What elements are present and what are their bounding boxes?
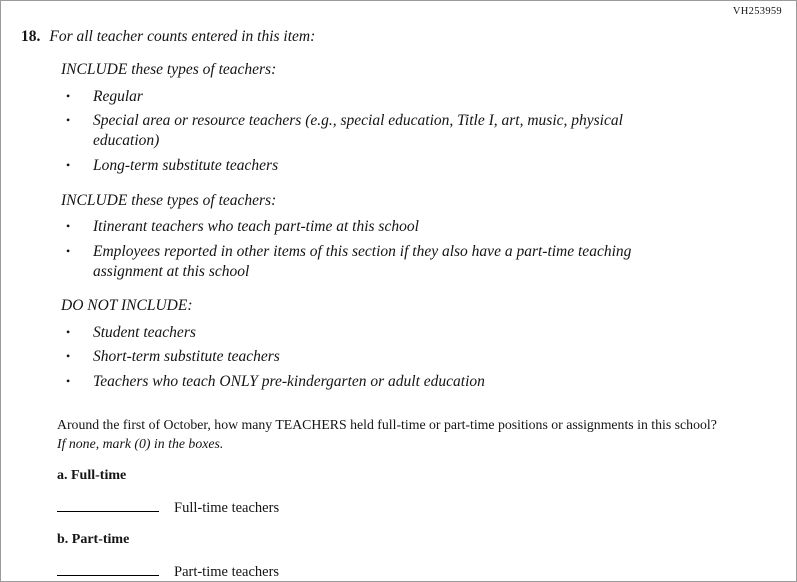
answer-row-full-time xyxy=(57,497,796,517)
question-prompt xyxy=(57,416,725,453)
form-code: VH253959 xyxy=(732,6,782,17)
list-item-text: Regular xyxy=(93,87,143,105)
question-intro: For all teacher counts entered in this item: xyxy=(49,28,316,45)
bullet-icon xyxy=(61,372,93,392)
list-item xyxy=(61,323,681,343)
section-heading: DO NOT INCLUDE: xyxy=(61,297,193,315)
section-heading: INCLUDE these types of teachers: xyxy=(61,61,277,79)
do-not-include-section xyxy=(61,296,681,392)
section-heading: INCLUDE these types of teachers: xyxy=(61,191,277,209)
bullet-icon xyxy=(61,347,93,367)
bullet-icon xyxy=(61,87,93,107)
list-item xyxy=(61,347,681,367)
include-section-1 xyxy=(61,60,681,175)
bullet-icon xyxy=(61,323,93,343)
answer-label-full-time: a. Full-time xyxy=(57,468,127,484)
list-item-text: Student teachers xyxy=(93,323,196,341)
include-section-2 xyxy=(61,191,681,282)
bullet-icon xyxy=(61,111,93,151)
bullet-icon xyxy=(61,242,93,282)
full-time-count-field[interactable] xyxy=(57,497,159,512)
bullet-icon xyxy=(61,156,93,176)
list-item xyxy=(61,111,681,151)
list-item-text: Special area or resource teachers (e.g., special education, Title I, art, music, physical education) xyxy=(93,112,623,150)
bullet-icon xyxy=(61,217,93,237)
question-header xyxy=(21,27,796,46)
list-item xyxy=(61,156,681,176)
list-item-text: Employees reported in other items of this section if they also have a part-time teaching assignment at this school xyxy=(93,242,632,280)
question-instructions xyxy=(61,60,681,392)
list-item-text: Itinerant teachers who teach part-time at this school xyxy=(93,217,419,235)
list-item-text: Short-term substitute teachers xyxy=(93,348,280,366)
list-item xyxy=(61,372,681,392)
list-item xyxy=(61,242,681,282)
part-time-count-field[interactable] xyxy=(57,561,159,576)
full-time-field-label: Full-time teachers xyxy=(174,500,280,517)
answer-row-part-time xyxy=(57,561,796,581)
prompt-italic-text: If none, mark (0) in the boxes. xyxy=(57,435,224,451)
question-number: 18. xyxy=(21,28,41,45)
list-item-text: Teachers who teach ONLY pre-kindergarten or adult education xyxy=(93,373,485,391)
answer-label-part-time: b. Part-time xyxy=(57,532,130,548)
part-time-field-label: Part-time teachers xyxy=(174,563,280,580)
list-item xyxy=(61,217,681,237)
prompt-main-text: Around the first of October, how many TEACHERS held full-time or part-time positions or assignments in this school? xyxy=(57,417,717,433)
list-item-text: Long-term substitute teachers xyxy=(93,157,279,174)
list-item xyxy=(61,87,681,107)
